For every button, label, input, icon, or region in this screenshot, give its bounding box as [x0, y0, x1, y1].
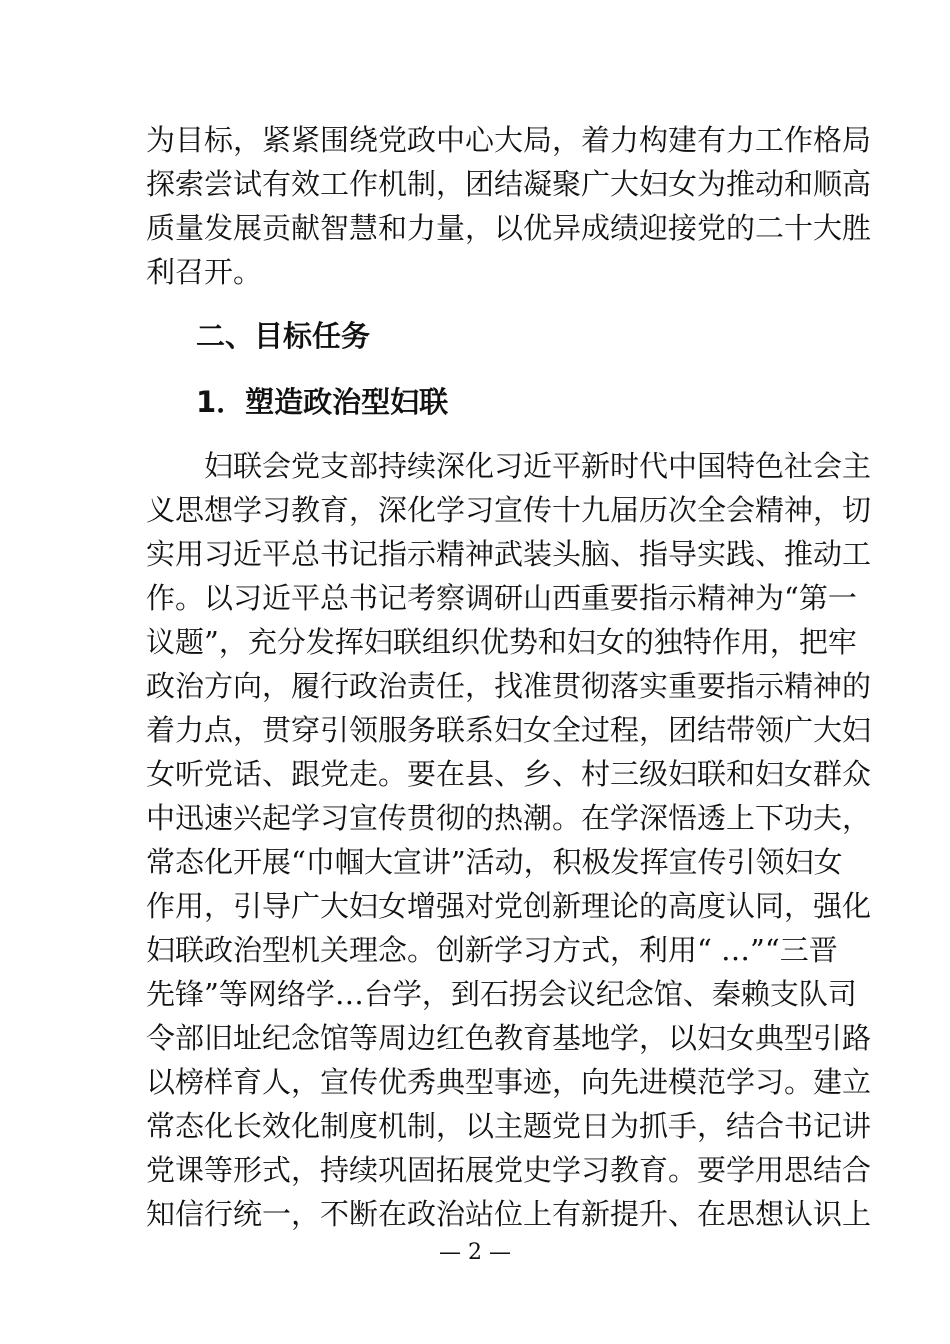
paragraph-line: 作用，引导广大妇女增强对党创新理论的高度认同，强化	[146, 889, 872, 923]
paragraph-line: 常态化开展“巾帼大宣讲”活动，积极发挥宣传引领妇女	[146, 845, 843, 879]
paragraph-line: 知信行统一，不断在政治站位上有新提升、在思想认识上	[146, 1197, 872, 1231]
paragraph-line: 中迅速兴起学习宣传贯彻的热潮。在学深悟透上下功夫，	[146, 801, 872, 835]
section-heading: 二、目标任务	[196, 319, 371, 353]
paragraph-line: 作。以习近平总书记考察调研山西重要指示精神为“第一	[146, 581, 857, 615]
paragraph-line: 探索尝试有效工作机制，团结凝聚广大妇女为推动和顺高	[146, 167, 872, 201]
paragraph-line: 政治方向，履行政治责任，找准贯彻落实重要指示精神的	[146, 669, 872, 703]
paragraph-line: 令部旧址纪念馆等周边红色教育基地学，以妇女典型引路	[146, 1021, 872, 1055]
paragraph-line: 实用习近平总书记指示精神武装头脑、指导实践、推动工	[146, 537, 872, 571]
paragraph-line: 质量发展贡献智慧和力量，以优异成绩迎接党的二十大胜	[146, 211, 872, 245]
paragraph-line: 为目标，紧紧围绕党政中心大局，着力构建有力工作格局	[146, 123, 872, 157]
page-number: — 2 —	[439, 1240, 511, 1265]
subsection-heading: 1．塑造政治型妇联	[196, 385, 449, 419]
paragraph-line: 议题”，充分发挥妇联组织优势和妇女的独特作用，把牢	[146, 625, 857, 659]
paragraph-line: 义思想学习教育，深化学习宣传十九届历次全会精神，切	[146, 493, 872, 527]
paragraph-line: 利召开。	[146, 255, 263, 289]
paragraph-line: 妇联政治型机关理念。创新学习方式，利用“ …”“三晋	[146, 933, 838, 967]
paragraph-line: 常态化长效化制度机制，以主题党日为抓手，结合书记讲	[146, 1109, 872, 1143]
paragraph-line: 先锋”等网络学…台学，到石拐会议纪念馆、秦赖支队司	[146, 977, 857, 1011]
paragraph-line: 党课等形式，持续巩固拓展党史学习教育。要学用思结合	[146, 1153, 872, 1187]
paragraph-line: 着力点，贯穿引领服务联系妇女全过程，团结带领广大妇	[146, 713, 872, 747]
paragraph-line: 妇联会党支部持续深化习近平新时代中国特色社会主	[146, 449, 872, 483]
paragraph-line: 女听党话、跟党走。要在县、乡、村三级妇联和妇女群众	[146, 757, 872, 791]
paragraph-line: 以榜样育人，宣传优秀典型事迹，向先进模范学习。建立	[146, 1065, 872, 1099]
